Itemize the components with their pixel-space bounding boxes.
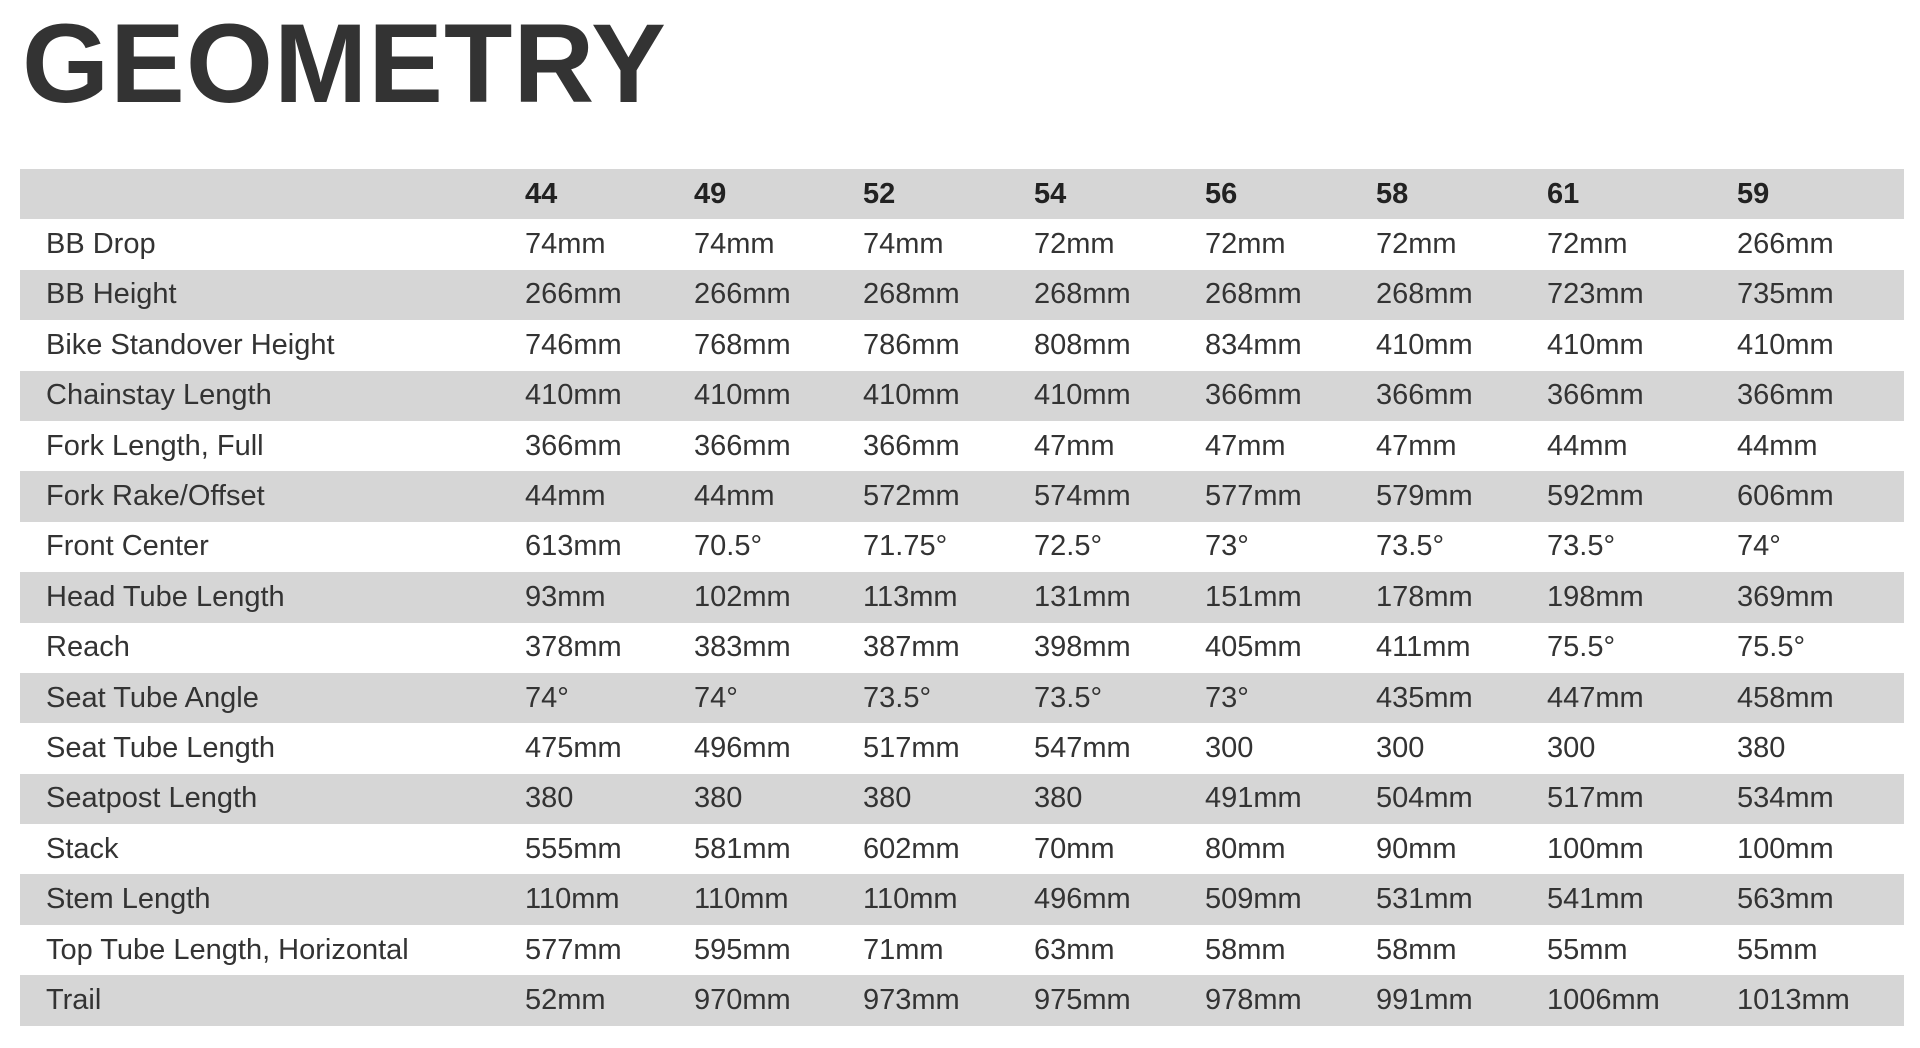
- table-cell: 387mm: [863, 631, 960, 664]
- table-cell: 768mm: [694, 328, 791, 361]
- table-row: [20, 824, 1904, 874]
- table-cell: 100mm: [1547, 832, 1644, 865]
- table-cell: 72mm: [1547, 228, 1628, 261]
- table-cell: 410mm: [1034, 379, 1131, 412]
- table-cell: 366mm: [694, 429, 791, 462]
- table-cell: 808mm: [1034, 328, 1131, 361]
- table-cell: 266mm: [694, 278, 791, 311]
- table-cell: 44mm: [1737, 429, 1818, 462]
- size-header: 58: [1376, 177, 1409, 210]
- table-cell: 613mm: [525, 530, 622, 563]
- table-cell: 496mm: [694, 731, 791, 764]
- table-row: [20, 471, 1904, 521]
- table-cell: 380: [863, 782, 912, 815]
- table-cell: 74mm: [863, 228, 944, 261]
- table-cell: 447mm: [1547, 681, 1644, 714]
- size-header: 56: [1205, 177, 1238, 210]
- table-cell: 369mm: [1737, 580, 1834, 613]
- size-header: 61: [1547, 177, 1580, 210]
- table-cell: 978mm: [1205, 983, 1302, 1016]
- table-cell: 102mm: [694, 580, 791, 613]
- geometry-table: [20, 169, 1904, 1026]
- table-cell: 735mm: [1737, 278, 1834, 311]
- table-cell: 58mm: [1205, 933, 1286, 966]
- table-row: [20, 673, 1904, 723]
- table-cell: 491mm: [1205, 782, 1302, 815]
- table-row: [20, 572, 1904, 622]
- table-cell: 74°: [694, 681, 738, 714]
- table-row: [20, 874, 1904, 924]
- table-cell: 509mm: [1205, 883, 1302, 916]
- table-cell: 366mm: [1547, 379, 1644, 412]
- table-cell: 268mm: [863, 278, 960, 311]
- table-cell: 70mm: [1034, 832, 1115, 865]
- table-cell: 74°: [1737, 530, 1781, 563]
- table-cell: 110mm: [525, 883, 620, 916]
- table-row: [20, 219, 1904, 269]
- row-label: Fork Length, Full: [46, 429, 264, 462]
- row-label: Seat Tube Angle: [46, 681, 259, 714]
- table-cell: 75.5°: [1547, 631, 1616, 664]
- table-row: [20, 270, 1904, 320]
- row-label: Seatpost Length: [46, 782, 258, 815]
- table-cell: 90mm: [1376, 832, 1457, 865]
- table-cell: 380: [525, 782, 574, 815]
- table-cell: 595mm: [694, 933, 791, 966]
- table-cell: 80mm: [1205, 832, 1286, 865]
- table-cell: 577mm: [525, 933, 622, 966]
- table-cell: 746mm: [525, 328, 622, 361]
- row-label: Reach: [46, 631, 130, 664]
- table-cell: 366mm: [525, 429, 622, 462]
- table-cell: 435mm: [1376, 681, 1473, 714]
- table-cell: 410mm: [1376, 328, 1473, 361]
- table-cell: 93mm: [525, 580, 606, 613]
- table-cell: 63mm: [1034, 933, 1115, 966]
- table-cell: 577mm: [1205, 480, 1302, 513]
- table-cell: 131mm: [1034, 580, 1131, 613]
- table-cell: 606mm: [1737, 480, 1834, 513]
- table-row: [20, 975, 1904, 1025]
- table-cell: 110mm: [694, 883, 789, 916]
- table-cell: 410mm: [1547, 328, 1644, 361]
- table-cell: 380: [1737, 731, 1786, 764]
- table-row: [20, 371, 1904, 421]
- table-cell: 74mm: [525, 228, 606, 261]
- table-cell: 52mm: [525, 983, 606, 1016]
- size-header: 52: [863, 177, 896, 210]
- row-label: Stack: [46, 832, 119, 865]
- table-cell: 110mm: [863, 883, 958, 916]
- size-header: 49: [694, 177, 727, 210]
- row-label: Head Tube Length: [46, 580, 285, 613]
- table-cell: 581mm: [694, 832, 791, 865]
- table-cell: 72.5°: [1034, 530, 1103, 563]
- table-cell: 1006mm: [1547, 983, 1660, 1016]
- table-cell: 113mm: [863, 580, 958, 613]
- table-cell: 574mm: [1034, 480, 1131, 513]
- table-cell: 268mm: [1034, 278, 1131, 311]
- row-label: BB Height: [46, 278, 177, 311]
- table-cell: 411mm: [1376, 631, 1471, 664]
- table-cell: 55mm: [1547, 933, 1628, 966]
- table-row: [20, 320, 1904, 370]
- table-cell: 300: [1205, 731, 1254, 764]
- header-corner-cell: [20, 169, 525, 219]
- table-cell: 73.5°: [1376, 530, 1445, 563]
- table-cell: 383mm: [694, 631, 791, 664]
- table-cell: 178mm: [1376, 580, 1473, 613]
- table-cell: 398mm: [1034, 631, 1131, 664]
- table-cell: 366mm: [863, 429, 960, 462]
- table-cell: 266mm: [1737, 228, 1834, 261]
- table-cell: 970mm: [694, 983, 791, 1016]
- table-cell: 723mm: [1547, 278, 1644, 311]
- table-cell: 378mm: [525, 631, 622, 664]
- table-cell: 73.5°: [1547, 530, 1616, 563]
- row-label: Bike Standover Height: [46, 328, 335, 361]
- table-cell: 366mm: [1737, 379, 1834, 412]
- size-header: 59: [1737, 177, 1770, 210]
- table-cell: 73.5°: [863, 681, 932, 714]
- table-row: [20, 623, 1904, 673]
- table-cell: 75.5°: [1737, 631, 1806, 664]
- table-cell: 55mm: [1737, 933, 1818, 966]
- table-cell: 268mm: [1205, 278, 1302, 311]
- table-cell: 268mm: [1376, 278, 1473, 311]
- table-cell: 410mm: [525, 379, 622, 412]
- row-label: BB Drop: [46, 228, 156, 261]
- row-label: Fork Rake/Offset: [46, 480, 265, 513]
- size-header: 54: [1034, 177, 1067, 210]
- table-row: [20, 925, 1904, 975]
- table-cell: 602mm: [863, 832, 960, 865]
- table-cell: 380: [1034, 782, 1083, 815]
- table-cell: 991mm: [1376, 983, 1473, 1016]
- table-cell: 100mm: [1737, 832, 1834, 865]
- table-row: [20, 774, 1904, 824]
- table-cell: 475mm: [525, 731, 622, 764]
- table-cell: 531mm: [1376, 883, 1473, 916]
- table-cell: 517mm: [1547, 782, 1644, 815]
- table-cell: 72mm: [1205, 228, 1286, 261]
- table-cell: 300: [1376, 731, 1425, 764]
- size-header: 44: [525, 177, 558, 210]
- table-row: [20, 522, 1904, 572]
- table-cell: 380: [694, 782, 743, 815]
- table-cell: 555mm: [525, 832, 622, 865]
- table-cell: 58mm: [1376, 933, 1457, 966]
- table-cell: 1013mm: [1737, 983, 1850, 1016]
- table-cell: 541mm: [1547, 883, 1644, 916]
- table-cell: 366mm: [1376, 379, 1473, 412]
- table-cell: 44mm: [694, 480, 775, 513]
- table-cell: 73°: [1205, 681, 1249, 714]
- table-cell: 70.5°: [694, 530, 763, 563]
- table-cell: 496mm: [1034, 883, 1131, 916]
- row-label: Trail: [46, 983, 102, 1016]
- table-cell: 572mm: [863, 480, 960, 513]
- table-cell: 74mm: [694, 228, 775, 261]
- table-cell: 458mm: [1737, 681, 1834, 714]
- table-cell: 579mm: [1376, 480, 1473, 513]
- table-row: [20, 421, 1904, 471]
- table-cell: 72mm: [1034, 228, 1115, 261]
- table-cell: 73°: [1205, 530, 1249, 563]
- table-cell: 973mm: [863, 983, 960, 1016]
- table-cell: 405mm: [1205, 631, 1302, 664]
- page-title: GEOMETRY: [22, 1, 667, 126]
- table-cell: 504mm: [1376, 782, 1473, 815]
- table-cell: 74°: [525, 681, 569, 714]
- table-cell: 975mm: [1034, 983, 1131, 1016]
- header-row: [20, 169, 1904, 219]
- table-cell: 44mm: [1547, 429, 1628, 462]
- row-label: Seat Tube Length: [46, 731, 275, 764]
- table-cell: 410mm: [694, 379, 791, 412]
- table-cell: 410mm: [1737, 328, 1834, 361]
- table-cell: 300: [1547, 731, 1596, 764]
- table-cell: 563mm: [1737, 883, 1834, 916]
- table-cell: 786mm: [863, 328, 960, 361]
- table-row: [20, 723, 1904, 773]
- table-cell: 834mm: [1205, 328, 1302, 361]
- table-cell: 73.5°: [1034, 681, 1103, 714]
- table-cell: 534mm: [1737, 782, 1834, 815]
- table-cell: 517mm: [863, 731, 960, 764]
- table-body: [20, 219, 1904, 1025]
- table-cell: 151mm: [1205, 580, 1302, 613]
- table-cell: 72mm: [1376, 228, 1457, 261]
- table-cell: 47mm: [1034, 429, 1115, 462]
- table-cell: 547mm: [1034, 731, 1131, 764]
- table-cell: 47mm: [1376, 429, 1457, 462]
- row-label: Chainstay Length: [46, 379, 272, 412]
- table-cell: 71mm: [863, 933, 944, 966]
- table-cell: 71.75°: [863, 530, 948, 563]
- table-cell: 266mm: [525, 278, 622, 311]
- row-label: Top Tube Length, Horizontal: [46, 933, 409, 966]
- row-label: Stem Length: [46, 883, 211, 916]
- table-cell: 410mm: [863, 379, 960, 412]
- table-cell: 47mm: [1205, 429, 1286, 462]
- row-label: Front Center: [46, 530, 209, 563]
- table-cell: 592mm: [1547, 480, 1644, 513]
- table-cell: 366mm: [1205, 379, 1302, 412]
- table-cell: 44mm: [525, 480, 606, 513]
- table-cell: 198mm: [1547, 580, 1644, 613]
